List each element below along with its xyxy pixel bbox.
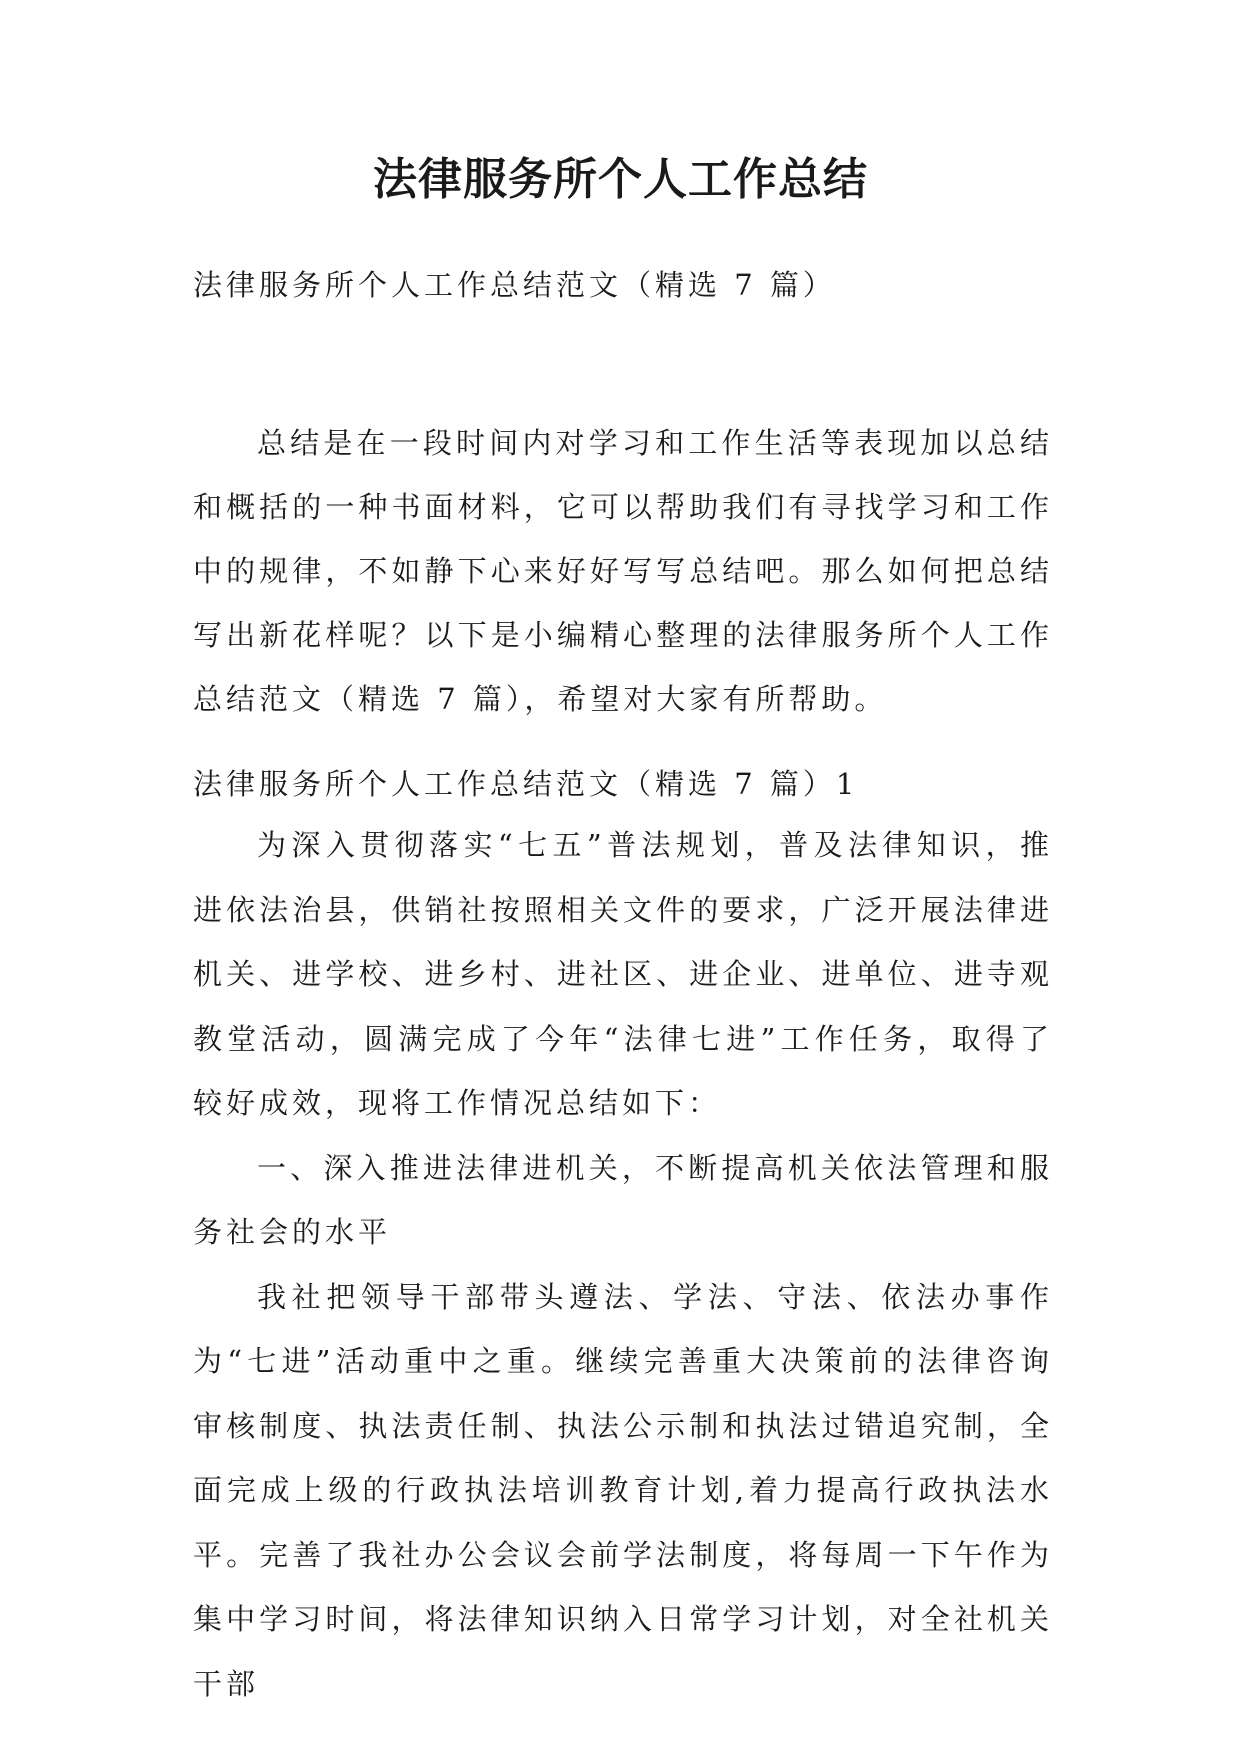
body-paragraph: 为深入贯彻落实“七五”普法规划，普及法律知识，推进依法治县，供销社按照相关文件的要求，广泛开展法律进机关、进学校、进乡村、进社区、进企业、进单位、进寺观教堂活动，圆满完成了今年“法律七进”工作任务，取得了较好成效，现将工作情况总结如下： xyxy=(193,828,1053,1120)
document-title: 法律服务所个人工作总结 xyxy=(373,154,868,205)
intro-paragraph: 总结是在一段时间内对学习和工作生活等表现加以总结和概括的一种书面材料，它可以帮助我们有寻找学习和工作中的规律，不如静下心来好好写写总结吧。那么如何把总结写出新花样呢？以下是小编精心整理的法律服务所个人工作总结范文（精选 7 篇），希望对大家有所帮助。 xyxy=(193,426,1053,716)
document-subtitle: 法律服务所个人工作总结范文（精选 7 篇） xyxy=(193,268,836,302)
section-body xyxy=(193,813,1053,1716)
section-heading: 法律服务所个人工作总结范文（精选 7 篇）1 xyxy=(193,767,859,801)
body-paragraph: 我社把领导干部带头遵法、学法、守法、依法办事作为“七进”活动重中之重。继续完善重大决策前的法律咨询审核制度、执法责任制、执法公示制和执法过错追究制，全面完成上级的行政执法培训教育计划,着力提高行政执法水平。完善了我社办公会议会前学法制度，将每周一下午作为集中学习时间，将法律知识纳入日常学习计划，对全社机关干部 xyxy=(193,1279,1053,1701)
body-paragraph: 一、深入推进法律进机关，不断提高机关依法管理和服务社会的水平 xyxy=(193,1150,1053,1249)
